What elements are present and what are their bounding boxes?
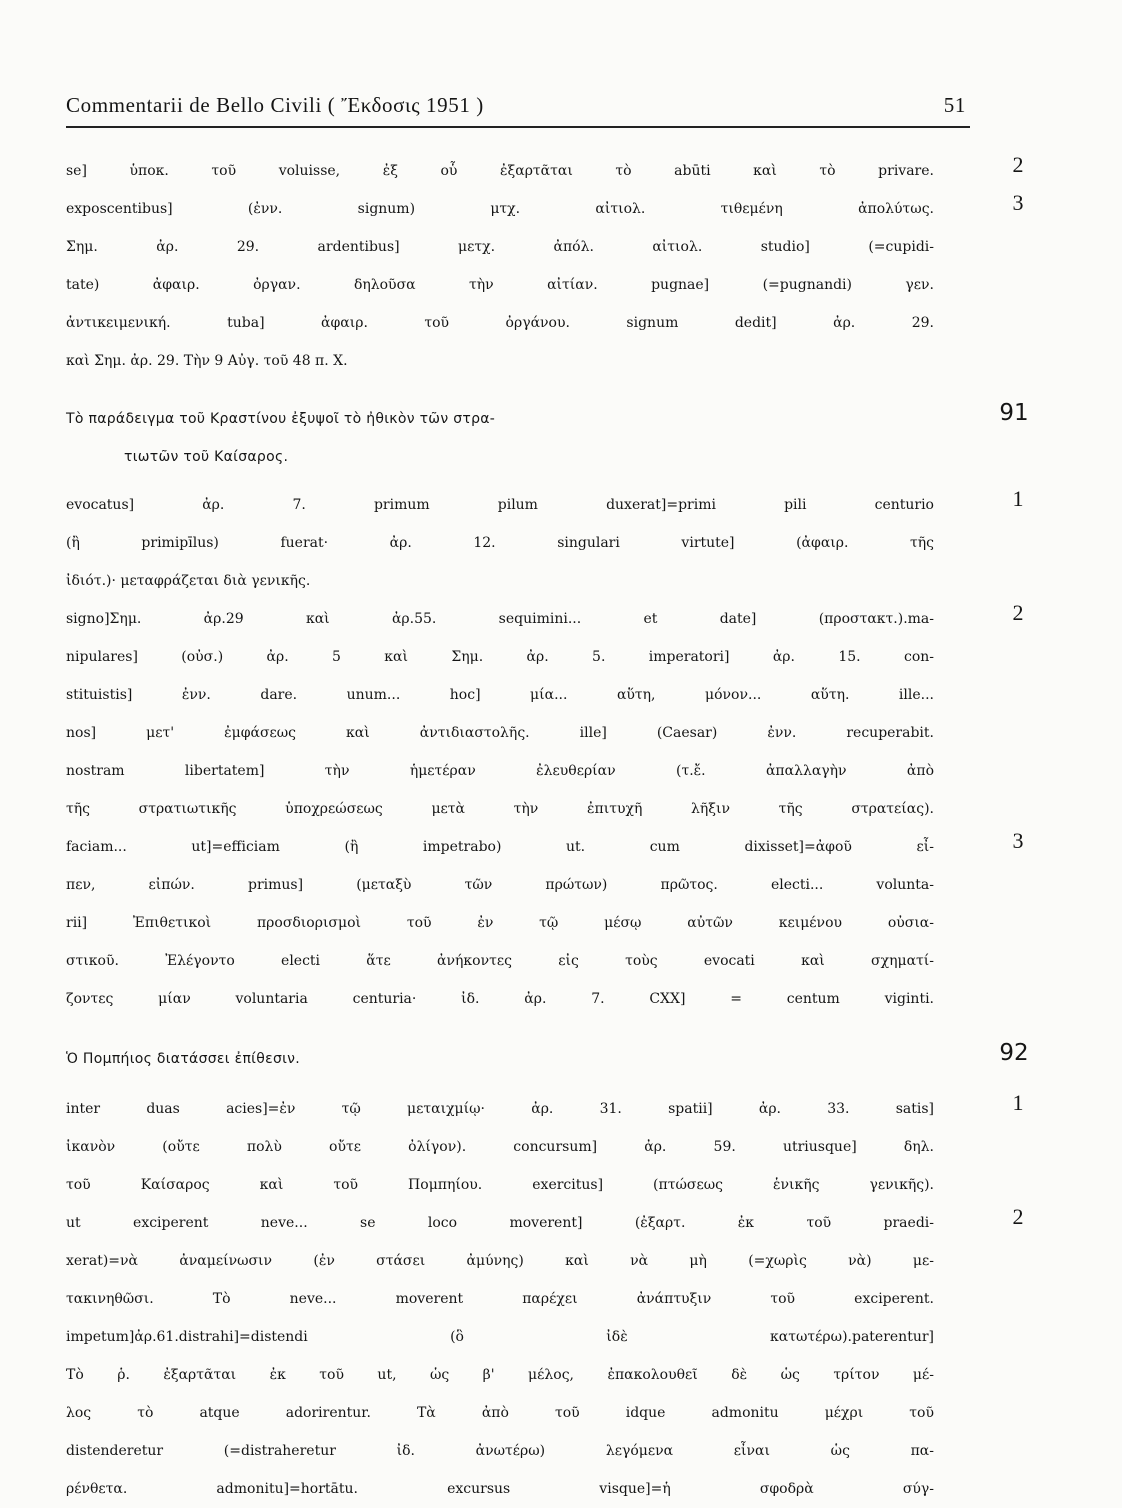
section-number: 91 <box>999 400 1029 426</box>
text-line: impetum]ἀρ.61.distrahi]=distendi (ὃ ἰδὲ κατωτέρω).paterentur] <box>66 1329 934 1345</box>
margin-number: 2 <box>1012 1204 1024 1229</box>
margin-number: 2 <box>1012 600 1024 625</box>
section-heading: Ὁ Πομπήιος διατάσσει ἐπίθεσιν. <box>66 1051 301 1067</box>
text-line: ἱκανὸν (οὔτε πολὺ οὔτε ὀλίγον). concursum] ἀρ. 59. utriusque] δηλ. <box>66 1139 934 1155</box>
text-line: faciam... ut]=efficiam (ἢ impetrabo) ut. cum dixisset]=ἀφοῦ εἶ- <box>66 839 934 855</box>
text-line: πεν, εἰπών. primus] (μεταξὺ τῶν πρώτων) πρῶτος. electi... volunta- <box>66 877 934 893</box>
running-title: Commentarii de Bello Civili ( Ἔκδοσις 1951 ) <box>66 93 484 117</box>
running-head <box>66 90 970 128</box>
text-line: ζοντες μίαν voluntaria centuria· ἰδ. ἀρ. 7. CXX] = centum viginti. <box>66 991 934 1007</box>
text-line: ρένθετα. admonitu]=hortātu. excursus visque]=ἡ σφοδρὰ σύγ- <box>66 1481 934 1497</box>
margin-number: 1 <box>1012 1090 1024 1115</box>
margin-number: 3 <box>1012 190 1024 215</box>
section-heading-continued: τιωτῶν τοῦ Καίσαρος. <box>124 449 289 465</box>
section-92 <box>66 1040 1029 1078</box>
text-line: exposcentibus] (ἐνν. signum) μτχ. αἰτιολ. τιθεμένη ἀπολύτως. <box>66 201 934 217</box>
text-line: tate) ἀφαιρ. ὀργαν. δηλοῦσα τὴν αἰτίαν. pugnae] (=pugnandi) γεν. <box>66 277 934 293</box>
text-line: λος τὸ atque adorirentur. Τὰ ἀπὸ τοῦ idque admonitu μέχρι τοῦ <box>66 1405 934 1421</box>
text-line: nipulares] (οὐσ.) ἀρ. 5 καὶ Σημ. ἀρ. 5. imperatori] ἀρ. 15. con- <box>66 649 934 665</box>
text-line: ἰδιότ.)· μεταφράζεται διὰ γενικῆς. <box>66 573 311 589</box>
commentary-block-92 <box>66 1090 1024 1508</box>
text-line: τῆς στρατιωτικῆς ὑποχρεώσεως μετὰ τὴν ἐπιτυχῆ λῆξιν τῆς στρατείας). <box>66 801 934 817</box>
section-number: 92 <box>999 1040 1029 1066</box>
text-line: ἀντικειμενική. tuba] ἀφαιρ. τοῦ ὀργάνου. signum dedit] ἀρ. 29. <box>66 315 934 331</box>
text-line: stituistis] ἐνν. dare. unum... hoc] μία... αὕτη, μόνον... αὕτη. ille... <box>66 687 934 703</box>
text-line: distenderetur (=distraheretur ἰδ. ἀνωτέρω) λεγόμενα εἶναι ὡς πα- <box>66 1443 934 1459</box>
page-number: 51 <box>943 93 966 117</box>
commentary-block-1 <box>66 152 1024 380</box>
text-line: ut exciperent neve... se loco moverent] (ἐξαρτ. ἐκ τοῦ praedi- <box>66 1215 934 1231</box>
page-body <box>66 152 1029 1508</box>
text-line: xerat)=νὰ ἀναμείνωσιν (ἐν στάσει ἀμύνης) καὶ νὰ μὴ (=χωρὶς νὰ) με- <box>66 1253 934 1269</box>
text-line: inter duas acies]=ἐν τῷ μεταιχμίῳ· ἀρ. 31. spatii] ἀρ. 33. satis] <box>66 1101 934 1117</box>
text-line: Σημ. ἀρ. 29. ardentibus] μετχ. ἀπόλ. αἰτιολ. studio] (=cupidi- <box>66 239 934 255</box>
section-heading: Τὸ παράδειγμα τοῦ Κραστίνου ἐξυψοῖ τὸ ἠθικὸν τῶν στρα- <box>66 411 496 427</box>
section-91 <box>66 400 1029 476</box>
text-line: Τὸ ῥ. ἐξαρτᾶται ἐκ τοῦ ut, ὡς β' μέλος, ἐπακολουθεῖ δὲ ὡς τρίτον μέ- <box>66 1367 934 1383</box>
text-line: στικοῦ. Ἐλέγοντο electi ἅτε ἀνήκοντες εἰς τοὺς evocati καὶ σχηματί- <box>66 953 934 969</box>
text-line: nostram libertatem] τὴν ἡμετέραν ἐλευθερίαν (τ.ἔ. ἀπαλλαγὴν ἀπὸ <box>66 763 934 779</box>
margin-number: 1 <box>1012 486 1024 511</box>
text-line: (ἢ primipīlus) fuerat· ἀρ. 12. singulari virtute] (ἀφαιρ. τῆς <box>66 535 934 551</box>
margin-number: 2 <box>1012 152 1024 177</box>
text-line: rii] Ἐπιθετικοὶ προσδιορισμοὶ τοῦ ἐν τῷ μέσῳ αὐτῶν κειμένου οὐσια- <box>66 915 934 931</box>
text-line: se] ὑποκ. τοῦ voluisse, ἐξ οὗ ἐξαρτᾶται τὸ abūti καὶ τὸ privare. <box>66 163 934 179</box>
text-line: τοῦ Καίσαρος καὶ τοῦ Πομπηίου. exercitus] (πτώσεως ἑνικῆς γενικῆς). <box>66 1177 934 1193</box>
text-line: καὶ Σημ. ἀρ. 29. Τὴν 9 Αὐγ. τοῦ 48 π. Χ. <box>66 353 348 369</box>
text-line: nos] μετ' ἐμφάσεως καὶ ἀντιδιαστολῆς. ille] (Caesar) ἐνν. recuperabit. <box>66 725 934 741</box>
commentary-block-91 <box>66 486 1024 1018</box>
text-line: signo]Σημ. ἀρ.29 καὶ ἀρ.55. sequimini... et date] (προστακτ.).ma- <box>66 611 934 627</box>
margin-number: 3 <box>1012 828 1024 853</box>
text-line: evocatus] ἀρ. 7. primum pilum duxerat]=primi pili centurio <box>66 497 934 513</box>
text-line: τακινηθῶσι. Τὸ neve... moverent παρέχει ἀνάπτυξιν τοῦ exciperent. <box>66 1291 934 1307</box>
